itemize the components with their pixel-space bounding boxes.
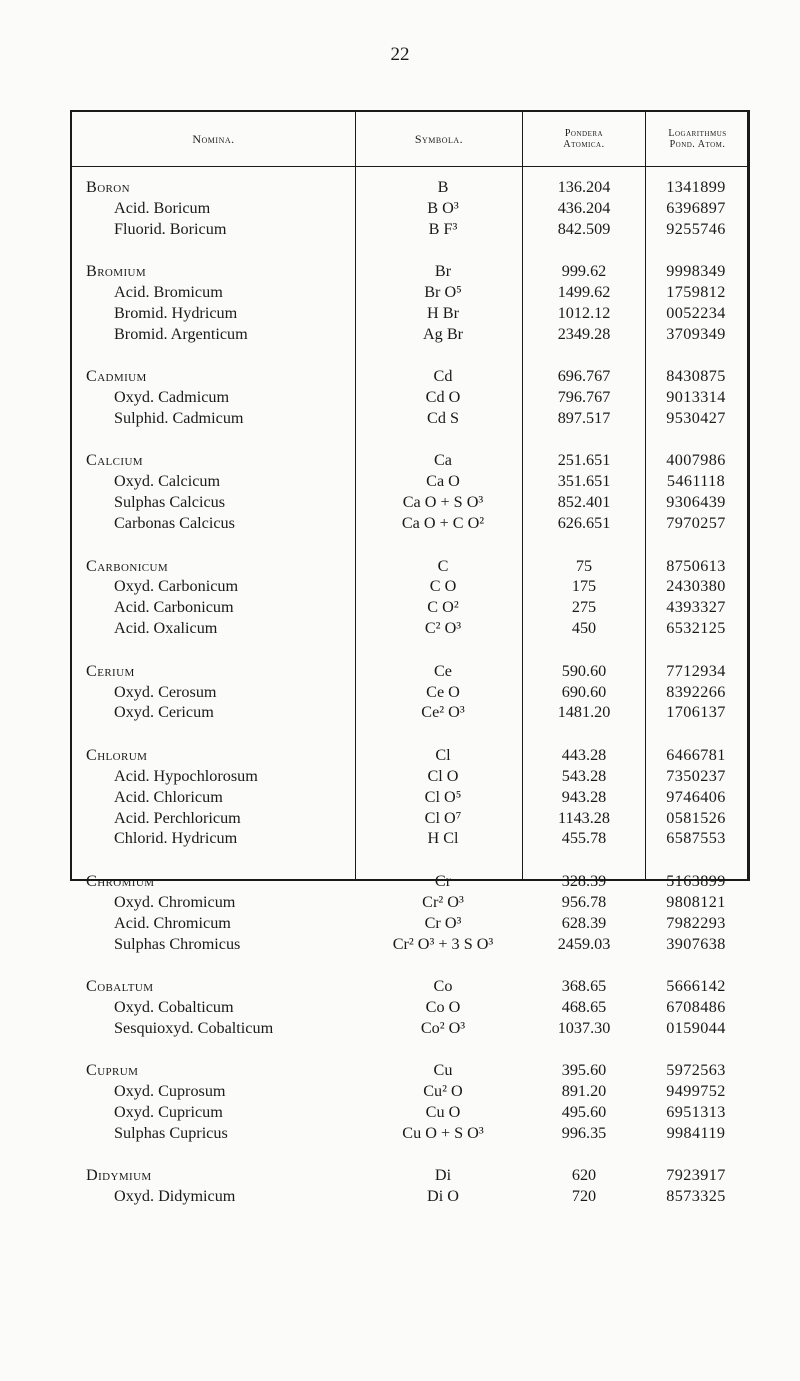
compound-row: [0, 198, 800, 219]
logarithm-cell: 2430380: [666, 577, 726, 595]
symbol-cell: Cr O³: [424, 914, 462, 932]
compound-row: [0, 408, 800, 429]
name-cell: Oxyd. Cobalticum: [114, 998, 234, 1016]
compound-row: [0, 1123, 800, 1144]
symbol-cell: C: [437, 557, 449, 575]
name-cell: Oxyd. Cericum: [114, 703, 214, 721]
symbol-cell: Cd S: [427, 409, 459, 427]
name-cell: Bromium: [86, 262, 147, 280]
weight-cell: 450: [571, 619, 597, 637]
logarithm-cell: 3907638: [666, 935, 726, 953]
element-row: [0, 177, 800, 198]
logarithm-cell: 6396897: [666, 199, 726, 217]
logarithm-cell: 6587553: [666, 829, 726, 847]
weight-cell: 2349.28: [557, 325, 611, 343]
logarithm-cell: 0052234: [666, 304, 726, 322]
logarithm-cell: 8573325: [666, 1187, 726, 1205]
symbol-cell: Cd: [433, 367, 453, 385]
compound-row: [0, 997, 800, 1018]
logarithm-cell: 6532125: [666, 619, 726, 637]
element-row: [0, 450, 800, 471]
logarithm-cell: 9255746: [666, 220, 726, 238]
compound-row: [0, 219, 800, 240]
name-cell: Cobaltum: [86, 977, 154, 995]
weight-cell: 1499.62: [557, 283, 611, 301]
weight-cell: 455.78: [561, 829, 607, 847]
weight-cell: 2459.03: [557, 935, 611, 953]
symbol-cell: Cl: [435, 746, 451, 764]
name-cell: Sulphid. Cadmicum: [114, 409, 244, 427]
logarithm-cell: 4393327: [666, 598, 726, 616]
logarithm-cell: 5972563: [666, 1061, 726, 1079]
element-row: [0, 976, 800, 997]
name-cell: Oxyd. Cuprosum: [114, 1082, 226, 1100]
header-symbola: [356, 114, 522, 164]
logarithm-cell: 9013314: [666, 388, 726, 406]
logarithm-cell: 9530427: [666, 409, 726, 427]
weight-cell: 891.20: [561, 1082, 607, 1100]
compound-row: [0, 387, 800, 408]
compound-row: [0, 934, 800, 955]
name-cell: Fluorid. Boricum: [114, 220, 227, 238]
weight-cell: 796.767: [557, 388, 611, 406]
name-cell: Oxyd. Cerosum: [114, 683, 217, 701]
symbol-cell: Ag Br: [422, 325, 464, 343]
weight-cell: 1037.30: [557, 1019, 611, 1037]
weight-cell: 175: [571, 577, 597, 595]
symbol-cell: Br: [434, 262, 452, 280]
weight-cell: 436.204: [557, 199, 611, 217]
element-row: [0, 871, 800, 892]
name-cell: Oxyd. Chromicum: [114, 893, 236, 911]
compound-row: [0, 471, 800, 492]
symbol-cell: Ce² O³: [421, 703, 465, 721]
header-rule: [70, 166, 750, 167]
symbol-cell: C O: [429, 577, 457, 595]
weight-cell: 1143.28: [557, 809, 610, 827]
weight-cell: 590.60: [561, 662, 607, 680]
weight-cell: 720: [571, 1187, 597, 1205]
name-cell: Bromid. Hydricum: [114, 304, 238, 322]
symbol-cell: Cu O + S O³: [402, 1124, 484, 1142]
compound-row: [0, 303, 800, 324]
symbol-cell: Ca: [434, 451, 452, 469]
symbol-cell: Ca O + C O²: [401, 514, 485, 532]
symbol-cell: Cr² O³: [422, 893, 464, 911]
logarithm-cell: 6466781: [666, 746, 726, 764]
weight-cell: 328.39: [561, 872, 607, 890]
name-cell: Carbonas Calcicus: [114, 514, 235, 532]
element-row: [0, 745, 800, 766]
symbol-cell: B F³: [428, 220, 458, 238]
weight-cell: 275: [571, 598, 597, 616]
name-cell: Sulphas Cupricus: [114, 1124, 228, 1142]
weight-cell: 999.62: [561, 262, 607, 280]
compound-row: [0, 808, 800, 829]
logarithm-cell: 5461118: [666, 472, 726, 490]
logarithm-cell: 7712934: [666, 662, 726, 680]
logarithm-cell: 6951313: [666, 1103, 726, 1121]
weight-cell: 368.65: [561, 977, 607, 995]
logarithm-cell: 5666142: [666, 977, 726, 995]
compound-row: [0, 513, 800, 534]
name-cell: Calcium: [86, 451, 143, 469]
symbol-cell: Cl O⁷: [424, 809, 462, 827]
weight-cell: 996.35: [561, 1124, 607, 1142]
symbol-cell: Cl O⁵: [424, 788, 462, 806]
symbol-cell: Ca O + S O³: [402, 493, 484, 511]
symbol-cell: Cu: [433, 1061, 453, 1079]
logarithm-cell: 6708486: [666, 998, 726, 1016]
name-cell: Boron: [86, 178, 130, 196]
compound-row: [0, 892, 800, 913]
name-cell: Acid. Boricum: [114, 199, 211, 217]
element-row: [0, 366, 800, 387]
element-row: [0, 661, 800, 682]
logarithm-cell: 7923917: [666, 1166, 726, 1184]
symbol-cell: B O³: [427, 199, 459, 217]
logarithm-cell: 1759812: [666, 283, 726, 301]
logarithm-cell: 0581526: [666, 809, 726, 827]
compound-row: [0, 576, 800, 597]
compound-row: [0, 597, 800, 618]
logarithm-cell: 8392266: [666, 683, 726, 701]
name-cell: Sulphas Chromicus: [114, 935, 241, 953]
compound-row: [0, 913, 800, 934]
weight-cell: 626.651: [557, 514, 611, 532]
symbol-cell: Cd O: [425, 388, 461, 406]
header-logarithmus: [646, 114, 749, 164]
logarithm-cell: 8430875: [666, 367, 726, 385]
name-cell: Acid. Perchloricum: [114, 809, 241, 827]
symbol-cell: Di O: [427, 1187, 459, 1205]
symbol-cell: Ca O: [426, 472, 460, 490]
weight-cell: 1012.12: [557, 304, 611, 322]
logarithm-cell: 3709349: [666, 325, 726, 343]
symbol-cell: Br O⁵: [424, 283, 462, 301]
compound-row: [0, 1018, 800, 1039]
compound-row: [0, 282, 800, 303]
compound-row: [0, 1102, 800, 1123]
compound-row: [0, 1081, 800, 1102]
logarithm-cell: 5163899: [666, 872, 726, 890]
element-row: [0, 1060, 800, 1081]
weight-cell: 842.509: [557, 220, 611, 238]
name-cell: Acid. Bromicum: [114, 283, 223, 301]
name-cell: Oxyd. Cadmicum: [114, 388, 230, 406]
logarithm-cell: 9808121: [666, 893, 726, 911]
element-row: [0, 261, 800, 282]
weight-cell: 251.651: [557, 451, 611, 469]
name-cell: Acid. Chloricum: [114, 788, 223, 806]
name-cell: Carbonicum: [86, 557, 169, 575]
weight-cell: 468.65: [561, 998, 607, 1016]
logarithm-cell: 9306439: [666, 493, 726, 511]
logarithm-cell: 1341899: [666, 178, 726, 196]
name-cell: Chromium: [86, 872, 155, 890]
symbol-cell: C O²: [427, 598, 459, 616]
name-cell: Oxyd. Carbonicum: [114, 577, 239, 595]
compound-row: [0, 828, 800, 849]
logarithm-cell: 7350237: [666, 767, 726, 785]
name-cell: Oxyd. Calcicum: [114, 472, 221, 490]
header-logarithmus-line1: Logarithmus: [668, 128, 727, 139]
logarithm-cell: 7982293: [666, 914, 726, 932]
name-cell: Acid. Oxalicum: [114, 619, 218, 637]
element-row: [0, 1165, 800, 1186]
name-cell: Acid. Hypochlorosum: [114, 767, 258, 785]
weight-cell: 136.204: [557, 178, 611, 196]
page-number: 22: [390, 44, 410, 65]
element-row: [0, 556, 800, 577]
symbol-cell: Co² O³: [420, 1019, 466, 1037]
header-nomina-label: Nomina.: [192, 131, 235, 146]
weight-cell: 1481.20: [557, 703, 611, 721]
name-cell: Didymium: [86, 1166, 152, 1184]
logarithm-cell: 4007986: [666, 451, 726, 469]
logarithm-cell: 8750613: [666, 557, 726, 575]
header-pondera-line1: Pondera: [564, 128, 604, 139]
symbol-cell: Co: [433, 977, 453, 995]
header-pondera-line2: Atomica.: [563, 139, 605, 150]
symbol-cell: Cl O: [427, 767, 459, 785]
symbol-cell: B: [437, 178, 449, 196]
name-cell: Chlorum: [86, 746, 148, 764]
compound-row: [0, 324, 800, 345]
name-cell: Sesquioxyd. Cobalticum: [114, 1019, 274, 1037]
symbol-cell: H Cl: [427, 829, 459, 847]
weight-cell: 443.28: [561, 746, 607, 764]
compound-row: [0, 702, 800, 723]
symbol-cell: C² O³: [424, 619, 462, 637]
weight-cell: 75: [575, 557, 593, 575]
logarithm-cell: 1706137: [666, 703, 726, 721]
weight-cell: 543.28: [561, 767, 607, 785]
symbol-cell: Cr: [434, 872, 452, 890]
name-cell: Oxyd. Cupricum: [114, 1103, 223, 1121]
name-cell: Chlorid. Hydricum: [114, 829, 238, 847]
name-cell: Oxyd. Didymicum: [114, 1187, 236, 1205]
weight-cell: 690.60: [561, 683, 607, 701]
header-nomina: [72, 114, 355, 164]
compound-row: [0, 682, 800, 703]
symbol-cell: Co O: [425, 998, 461, 1016]
logarithm-cell: 9998349: [666, 262, 726, 280]
symbol-cell: Cr² O³ + 3 S O³: [392, 935, 494, 953]
logarithm-cell: 9499752: [666, 1082, 726, 1100]
weight-cell: 351.651: [557, 472, 611, 490]
weight-cell: 395.60: [561, 1061, 607, 1079]
logarithm-cell: 9746406: [666, 788, 726, 806]
weight-cell: 852.401: [557, 493, 611, 511]
weight-cell: 956.78: [561, 893, 607, 911]
weight-cell: 943.28: [561, 788, 607, 806]
name-cell: Cerium: [86, 662, 135, 680]
compound-row: [0, 787, 800, 808]
weight-cell: 897.517: [557, 409, 611, 427]
symbol-cell: H Br: [427, 304, 459, 322]
logarithm-cell: 7970257: [666, 514, 726, 532]
weight-cell: 620: [571, 1166, 597, 1184]
compound-row: [0, 1186, 800, 1207]
weight-cell: 495.60: [561, 1103, 607, 1121]
symbol-cell: Cu O: [425, 1103, 461, 1121]
symbol-cell: Ce O: [426, 683, 460, 701]
name-cell: Bromid. Argenticum: [114, 325, 248, 343]
name-cell: Acid. Chromicum: [114, 914, 231, 932]
name-cell: Acid. Carbonicum: [114, 598, 234, 616]
symbol-cell: Ce: [434, 662, 452, 680]
header-symbola-label: Symbola.: [414, 131, 464, 146]
name-cell: Cuprum: [86, 1061, 139, 1079]
compound-row: [0, 618, 800, 639]
compound-row: [0, 492, 800, 513]
compound-row: [0, 766, 800, 787]
symbol-cell: Cu² O: [423, 1082, 463, 1100]
name-cell: Sulphas Calcicus: [114, 493, 226, 511]
name-cell: Cadmium: [86, 367, 147, 385]
header-pondera: [523, 114, 645, 164]
weight-cell: 696.767: [557, 367, 611, 385]
logarithm-cell: 0159044: [666, 1019, 726, 1037]
symbol-cell: Di: [434, 1166, 452, 1184]
header-logarithmus-line2: Pond. Atom.: [669, 139, 726, 150]
logarithm-cell: 9984119: [666, 1124, 726, 1142]
weight-cell: 628.39: [561, 914, 607, 932]
